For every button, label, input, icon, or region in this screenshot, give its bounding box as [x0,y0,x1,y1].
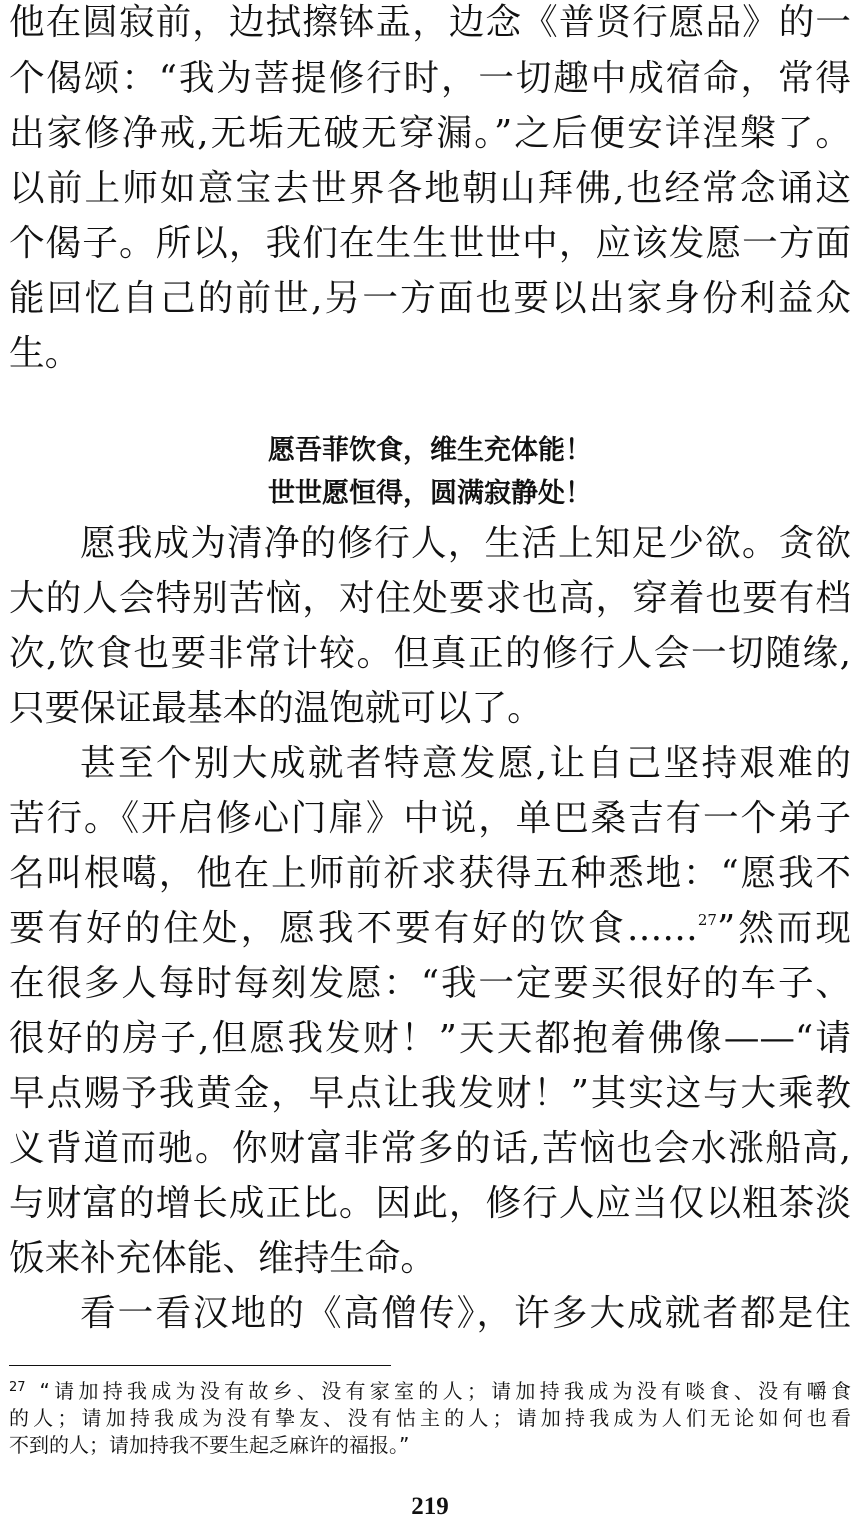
body-text-line: 看一看汉地的《高僧传》，许多大成就者都是住 [80,1293,851,1334]
body-text-segment: ”然而现 [716,908,851,949]
footnote-divider [9,1365,391,1366]
footnote-line: 不到的人；请加持我不要生起乏麻许的福报。” [9,1433,410,1457]
body-text-line: 个偈颂：“我为菩提修行时，一切趣中成宿命，常得 [9,58,851,99]
footnote-text: “请加持我成为没有故乡、没有家室的人；请加持我成为没有啖食、没有嚼食 [39,1379,851,1403]
body-text-line: 次,饮食也要非常计较。但真正的修行人会一切随缘, [9,633,851,674]
body-text-line [9,906,851,951]
body-text-line: 甚至个别大成就者特意发愿,让自己坚持艰难的 [80,743,851,784]
body-text-line: 只要保证最基本的温饱就可以了。 [9,688,543,729]
body-text-line: 义背道而驰。你财富非常多的话,苦恼也会水涨船高, [9,1128,851,1169]
body-text-line: 个偈子。所以，我们在生生世世中，应该发愿一方面 [9,223,851,264]
footnote-line [9,1378,851,1405]
body-text-line: 出家修净戒,无垢无破无穿漏。”之后便安详涅槃了。 [9,113,851,154]
body-text-line: 能回忆自己的前世,另一方面也要以出家身份利益众 [9,278,851,319]
body-text-segment: 要有好的住处，愿我不要有好的饮食…… [9,908,698,949]
body-text-line: 他在圆寂前，边拭擦钵盂，边念《普贤行愿品》的一 [9,2,851,43]
verse-line: 世世愿恒得，圆满寂静处！ [268,478,592,509]
body-text-line: 早点赐予我黄金，早点让我发财！”其实这与大乘教 [9,1073,851,1114]
body-text-line: 饭来补充体能、维持生命。 [9,1238,436,1279]
page-number: 219 [411,1493,449,1520]
body-text-line: 生。 [9,333,81,374]
footnote-line: 的人；请加持我成为没有挚友、没有怙主的人；请加持我成为人们无论如何也看 [9,1406,851,1430]
body-text-line: 在很多人每时每刻发愿：“我一定要买很好的车子、 [9,963,851,1004]
body-text-line: 愿我成为清净的修行人，生活上知足少欲。贪欲 [80,523,851,564]
body-text-line: 大的人会特别苦恼，对住处要求也高，穿着也要有档 [9,578,851,619]
footnote-reference[interactable]: 27 [697,911,717,929]
body-text-line: 以前上师如意宝去世界各地朝山拜佛,也经常念诵这 [9,168,851,209]
body-text-line: 很好的房子,但愿我发财！”天天都抱着佛像——“请 [9,1018,851,1059]
body-text-line: 苦行。《开启修心门扉》中说，单巴桑吉有一个弟子 [9,798,851,839]
verse-line: 愿吾菲饮食，维生充体能！ [268,435,592,466]
body-text-line: 与财富的增长成正比。因此，修行人应当仅以粗茶淡 [9,1183,851,1224]
footnote-number: 27 [9,1380,26,1395]
body-text-line: 名叫根噶，他在上师前祈求获得五种悉地：“愿我不 [9,853,851,894]
